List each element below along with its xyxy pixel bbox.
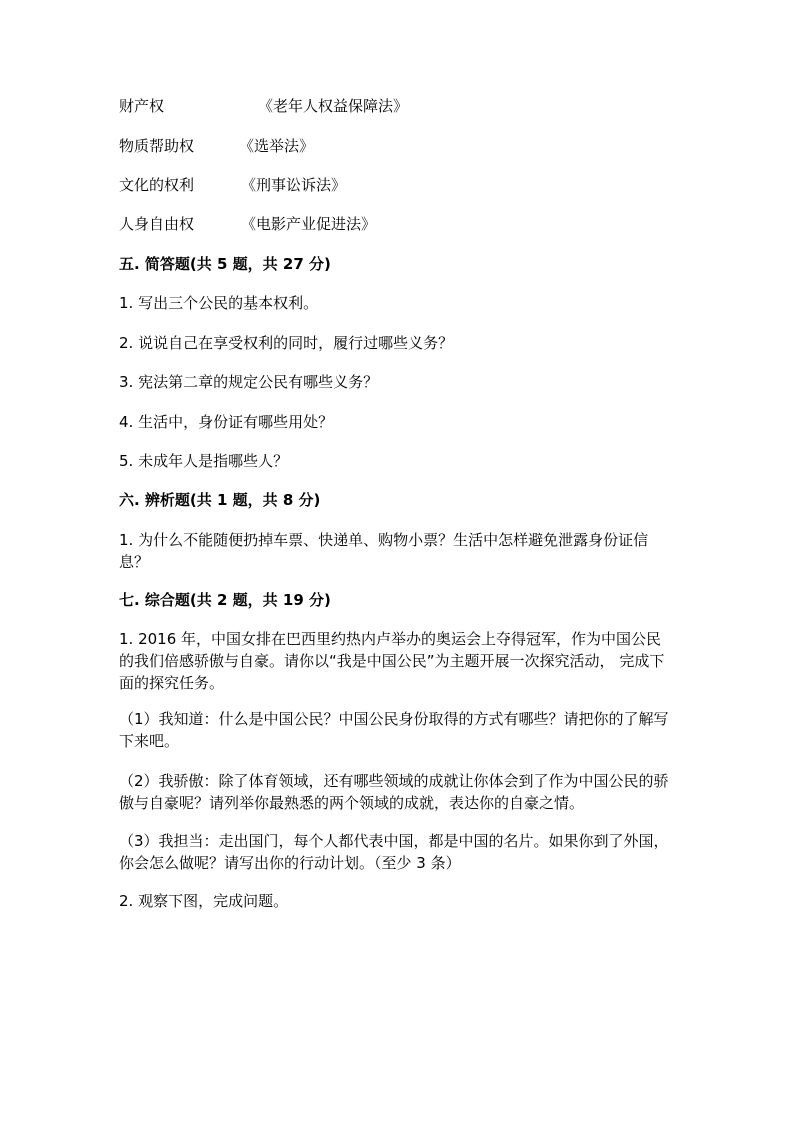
question-item: 1. 为什么不能随便扔掉车票、快递单、购物小票？生活中怎样避免泄露身份证信息？ [119,531,649,571]
question-item: 2. 说说自己在享受权利的同时，履行过哪些义务？ [119,334,454,352]
matching-right-label: 文化的权利 [119,176,195,194]
matching-right-label: 人身自由权 [119,215,195,233]
matching-right-label: 财产权 [119,97,165,115]
matching-law-name: 《老年人权益保障法》 [258,97,409,115]
matching-right-label: 物质帮助权 [119,137,195,155]
question-item: 5. 未成年人是指哪些人？ [119,452,289,470]
sub-question: （1）我知道：什么是中国公民？中国公民身份取得的方式有哪些？请把你的了解写下来吧。 [119,710,669,750]
section-heading-short-answer: 五. 简答题(共 5 题，共 27 分) [119,255,331,273]
sub-question: （2）我骄傲：除了体育领域，还有哪些领域的成就让你体会到了作为中国公民的骄傲与自豪呢？请列举你最熟悉的两个领域的成就，表达你的自豪之情。 [119,772,669,812]
matching-law-name: 《电影产业促进法》 [241,215,377,233]
question-item: 1. 写出三个公民的基本权利。 [119,294,319,312]
matching-law-name: 《刑事讼诉法》 [241,176,347,194]
question-item: 2. 观察下图，完成问题。 [119,892,289,910]
section-heading-analysis: 六. 辨析题(共 1 题，共 8 分) [119,491,321,509]
question-intro: 1. 2016 年，中国女排在巴西里约热内卢举办的奥运会上夺得冠军，作为中国公民的我们倍感骄傲与自豪。请你以“我是中国公民”为主题开展一次探究活动， 完成下面的探究任务。 [119,630,665,692]
question-item: 3. 宪法第二章的规定公民有哪些义务？ [119,373,379,391]
question-item: 4. 生活中，身份证有哪些用处？ [119,413,334,431]
matching-law-name: 《选举法》 [239,137,315,155]
section-heading-comprehensive: 七. 综合题(共 2 题，共 19 分) [119,591,331,609]
sub-question: （3）我担当：走出国门，每个人都代表中国，都是中国的名片。如果你到了外国，你会怎么做呢？请写出你的行动计划。（至少 3 条） [119,832,669,872]
